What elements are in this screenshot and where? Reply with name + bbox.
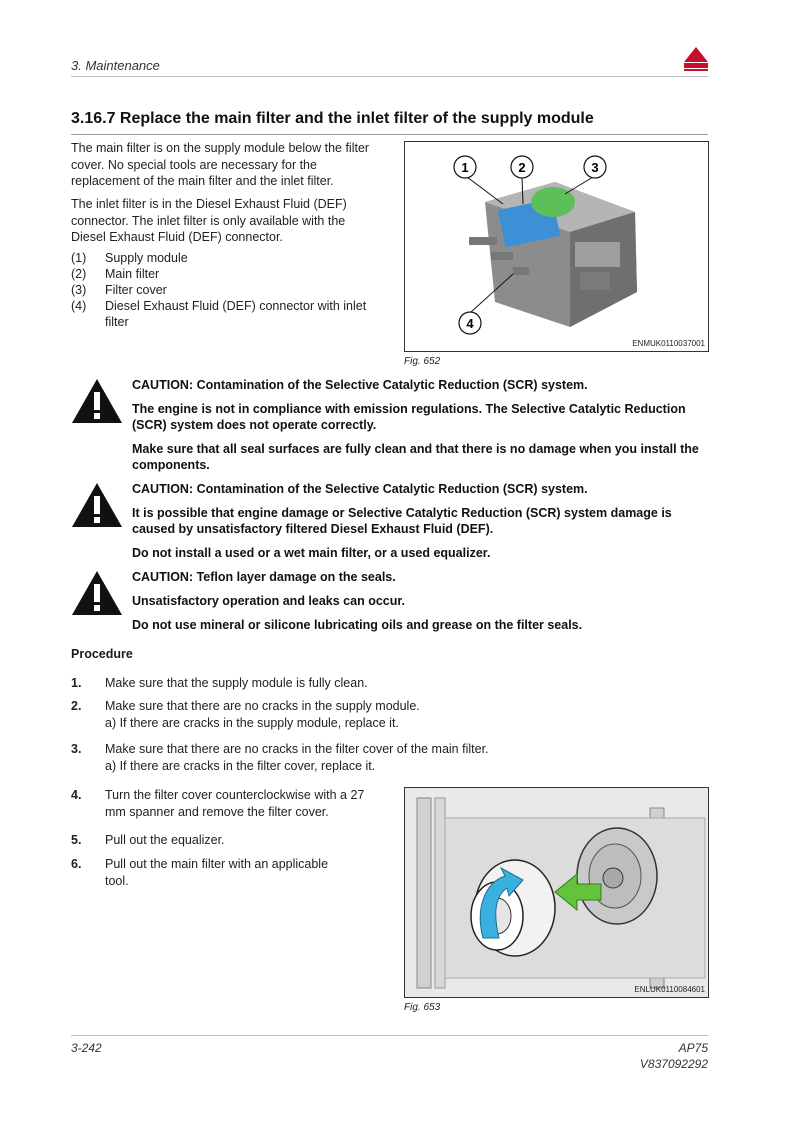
figure-653-caption: Fig. 653	[404, 1002, 441, 1013]
legend-item: (2) Main filter	[71, 267, 160, 281]
figure-653	[404, 787, 709, 998]
caution-2-instruction: Do not install a used or a wet main filter, or a used equalizer.	[132, 546, 491, 560]
warning-icon	[71, 570, 123, 616]
caution-3-consequence: Unsatisfactory operation and leaks can occur.	[132, 594, 406, 608]
intro-paragraph-1: The main filter is on the supply module below the filter cover. No special tools are necessary for the replacement of the main filter and the inlet filter.	[71, 141, 370, 188]
caution-1-consequence: The engine is not in compliance with emission regulations. The Selective Catalytic Reduction (SCR) system does not operate correctly.	[132, 402, 686, 432]
figure-653-code: ENLUK0110084601	[634, 985, 705, 994]
title-rule	[71, 134, 708, 135]
footer-document-number: V837092292	[639, 1057, 708, 1071]
legend-item: (4) Diesel Exhaust Fluid (DEF) connector with inlet filter	[71, 299, 367, 329]
footer-model: AP75	[678, 1041, 708, 1055]
warning-icon	[71, 482, 123, 528]
callout-4: 4	[466, 316, 474, 331]
intro-paragraph-2: The inlet filter is in the Diesel Exhaust Fluid (DEF) connector. The inlet filter is only available with the Diesel Exhaust Fluid (DEF) connector.	[71, 197, 347, 244]
caution-1-instruction: Make sure that all seal surfaces are fully clean and that there is no damage when you install the components.	[132, 442, 699, 472]
warning-icon	[71, 378, 123, 424]
procedure-step: 3. Make sure that there are no cracks in the filter cover of the main filter. a) If there are cracks in the filter cover, replace it.	[71, 741, 571, 777]
caution-2-heading: CAUTION: Contamination of the Selective Catalytic Reduction (SCR) system.	[132, 482, 588, 496]
footer-page-number: 3-242	[71, 1041, 102, 1055]
figure-652-caption: Fig. 652	[404, 356, 441, 367]
caution-1-heading: CAUTION: Contamination of the Selective Catalytic Reduction (SCR) system.	[132, 378, 588, 392]
caution-3-instruction: Do not use mineral or silicone lubricating oils and grease on the filter seals.	[132, 618, 583, 632]
callout-2: 2	[518, 160, 526, 175]
agco-logo	[683, 46, 709, 74]
footer-rule	[71, 1035, 708, 1036]
header-rule	[71, 76, 708, 77]
filter-cover-removal-illustration	[405, 788, 708, 997]
legend-item: (1) Supply module	[71, 251, 188, 265]
figure-652	[404, 141, 709, 352]
callout-1: 1	[461, 160, 469, 175]
callout-3: 3	[591, 160, 599, 175]
supply-module-illustration	[405, 142, 708, 351]
caution-2-consequence: It is possible that engine damage or Selective Catalytic Reduction (SCR) system damage is caused by unsatisfactory filtered Diesel Exhaust Fluid (DEF).	[132, 506, 672, 536]
section-title: 3.16.7 Replace the main filter and the inlet filter of the supply module	[71, 110, 594, 127]
procedure-step: 2. Make sure that there are no cracks in the supply module. a) If there are cracks in the supply module, replace it.	[71, 698, 491, 734]
header-section: 3. Maintenance	[71, 58, 160, 73]
procedure-heading: Procedure	[71, 647, 133, 661]
procedure-substep: a) If there are cracks in the supply module, replace it.	[105, 716, 399, 730]
legend-list	[71, 250, 367, 330]
legend-item: (3) Filter cover	[71, 283, 167, 297]
caution-3-heading: CAUTION: Teflon layer damage on the seals.	[132, 570, 396, 584]
figure-652-code: ENMUK0110037001	[632, 339, 705, 348]
procedure-substep: a) If there are cracks in the filter cover, replace it.	[105, 759, 376, 773]
